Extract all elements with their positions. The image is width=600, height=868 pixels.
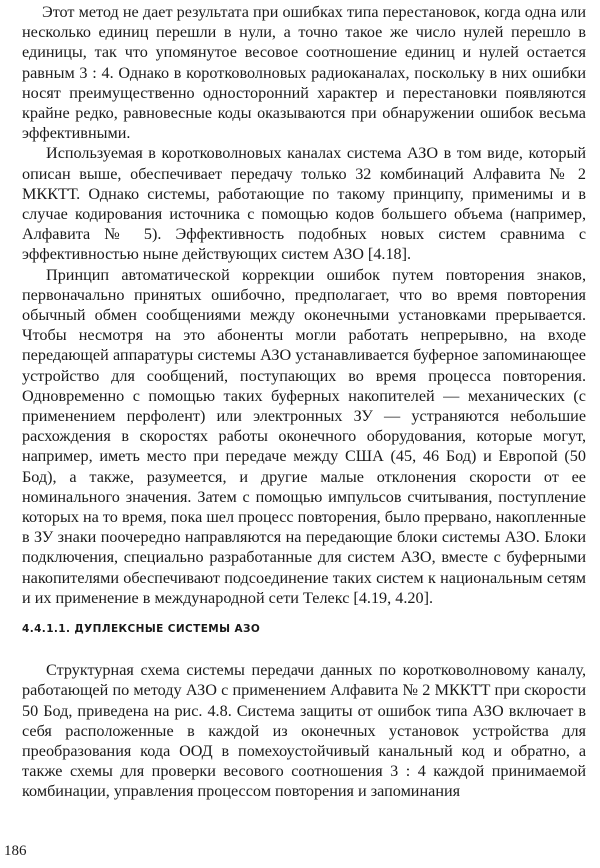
page-number: 186 <box>4 843 27 859</box>
paragraph-structure-scheme: Структурная схема системы передачи данных по коротковолновому каналу, работающей по методу АЗО с применением Алфавита № 2 МККТТ при скорости 50 Бод, приведена на рис. 4.8. Система защиты от ошибок типа АЗО включает в себя расположенные в каждой из оконечных установок устройства для преобразования кода ООД в помехоустойчивый канальный код и обратно, а также схемы для проверки весового соотношения 3 : 4 каждой принимаемой комбинации, управления процессом повторения и запоминания <box>22 661 586 801</box>
paragraph-auto-correction: Принцип автоматической коррекции ошибок путем повторения знаков, первоначально принятых ошибочно, предполагает, что во время повторения обычный обмен сообщениями между оконечными установками прерывается. Чтобы несмотря на это абоненты могли работать непрерывно, на входе передающей аппаратуры системы АЗО устанавливается буферное запоминающее устройство для сообщений, поступающих во время процесса повторения. Одновременно с помощью таких буферных накопителей — механических (с применением перфолент) или электронных ЗУ — устраняются небольшие расхождения в скоростях работы оконечного оборудования, которые могут, например, иметь место при передаче между США (45, 46 Бод) и Европой (50 Бод), а также, разумеется, и другие малые отклонения скорости от ее номинального значения. Затем с помощью импульсов считывания, поступление которых на то время, пока шел процесс повторения, было прервано, накопленные в ЗУ знаки поочередно направляются на передающие блоки системы АЗО. Блоки подключения, специально разработанные для систем АЗО, вместе с буферными накопителями обеспечивают подсоединение таких систем к национальным сетям и их применение в международной сети Телекс [4.19, 4.20]. <box>22 265 586 607</box>
paragraph-azo-system: Используемая в коротковолновых каналах система АЗО в том виде, который описан выше, обеспечивает передачу только 32 комбинаций Алфавита № 2 МККТТ. Однако системы, работающие по такому принципу, применимы и в случае кодирования источника с помощью кодов большего объема (например, Алфавита № 5). Эффективность подобных новых систем сравнима с эффективностью ныне действующих систем АЗО [4.18]. <box>22 144 586 264</box>
paragraph-error-types: Этот метод не дает результата при ошибках типа перестановок, когда одна или несколько единиц перешли в нули, а точно такое же число нулей перешло в единицы, так что упомянутое весовое соотношение единиц и нулей остается равным 3 : 4. Однако в коротковолновых радиоканалах, поскольку в них ошибки носят преимущественно односторонний характер и перестановки появляются крайне редко, равновесные коды оказываются при обнаружении ошибок весьма эффективными. <box>22 3 586 143</box>
section-heading: 4.4.1.1. ДУПЛЕКСНЫЕ СИСТЕМЫ АЗО <box>22 623 261 636</box>
